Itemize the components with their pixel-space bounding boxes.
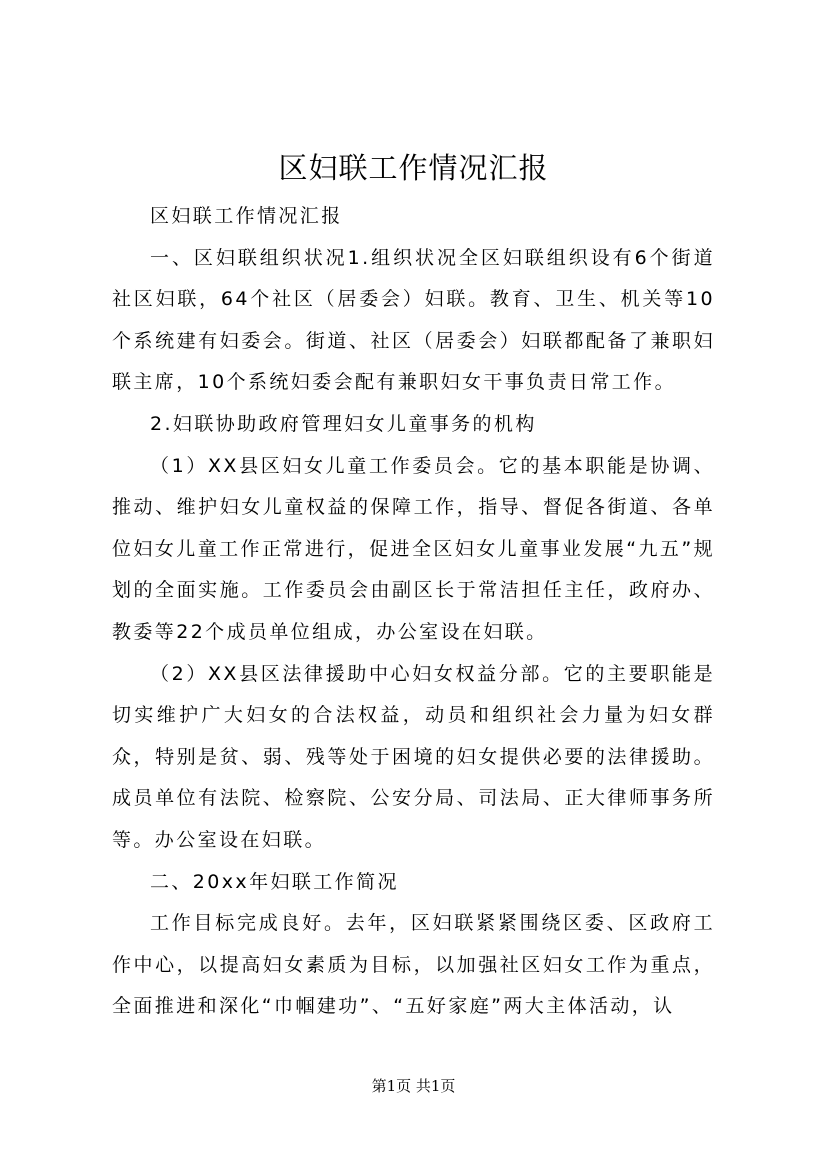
document-body: [112, 196, 715, 1028]
paragraph-work-goals: 工作目标完成良好。去年，区妇联紧紧围绕区委、区政府工作中心，以提高妇女素质为目标，以加强社区妇女工作为重点，全面推进和深化“巾帼建功”、“五好家庭”两大主体活动，认: [112, 912, 715, 1018]
paragraph-legal-aid-branch: （2）XX县区法律援助中心妇女权益分部。它的主要职能是切实维护广大妇女的合法权益，动员和组织社会力量为妇女群众，特别是贫、弱、残等处于困境的妇女提供必要的法律援助。成员单位有法院、检察院、公安分局、司法局、正大律师事务所等。办公室设在妇联。: [112, 662, 715, 851]
document-title: 区妇联工作情况汇报: [278, 151, 549, 185]
paragraph-subtitle: 区妇联工作情况汇报: [150, 205, 343, 227]
paragraph-section-2-heading: 2.妇联协助政府管理妇女儿童事务的机构: [150, 412, 537, 435]
page-footer: 第1页 共1页: [371, 1077, 456, 1095]
paragraph-organization-status: 一、区妇联组织状况1.组织状况全区妇联组织设有6个街道社区妇联，64个社区（居委会）妇联。教育、卫生、机关等10个系统建有妇委会。街道、社区（居委会）妇联都配备了兼职妇联主席，10个系统妇委会配有兼职妇女干事负责日常工作。: [112, 246, 715, 394]
paragraph-women-children-committee: （1）XX县区妇女儿童工作委员会。它的基本职能是协调、推动、维护妇女儿童权益的保障工作，指导、督促各街道、各单位妇女儿童工作正常进行，促进全区妇女儿童事业发展“九五”规划的全面实施。工作委员会由副区长于常洁担任主任，政府办、教委等22个成员单位组成，办公室设在妇联。: [112, 454, 715, 643]
paragraph-work-overview-heading: 二、20xx年妇联工作简况: [150, 870, 399, 893]
